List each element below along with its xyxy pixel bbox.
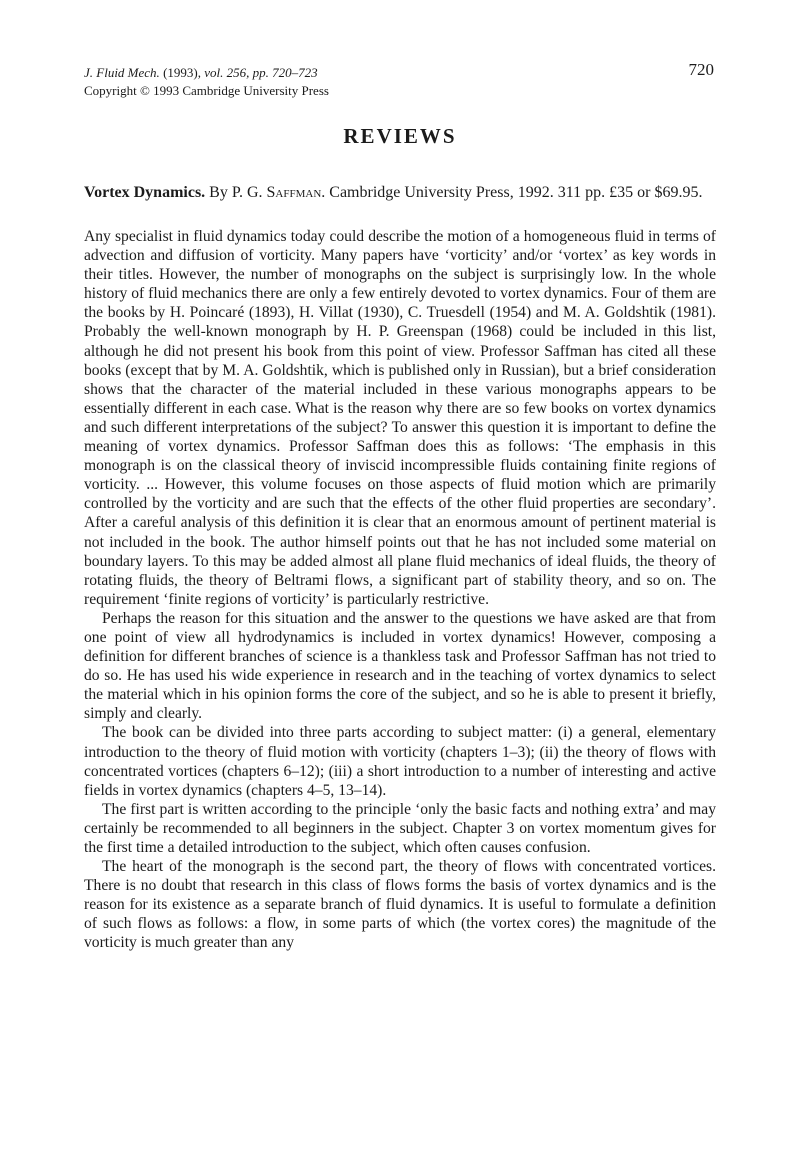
section-title: REVIEWS [343,124,457,148]
paragraph: The heart of the monograph is the second part, the theory of flows with concentrated vortices. There is no doubt that research in this class of flows forms the basis of vortex dynamics and is the reason for its existence as a separate branch of fluid dynamics. It is useful to formulate a definition of such flows as follows: a flow, in some parts of which (the vortex cores) the magnitude of the vorticity is much greater than any [84,858,716,952]
review-by: By P. G. [209,184,263,201]
journal-volume: vol. 256, [204,65,250,80]
publisher-info: Cambridge University Press, 1992. 311 pp. £35 or $69.95. [329,184,703,201]
paragraph: Perhaps the reason for this situation and the answer to the questions we have asked are that from one point of view all hydrodynamics is included in vortex dynamics! However, composing a definition for different branches of science is a thankless task and Professor Saffman has not tried to do so. He has used his wide experience in research and in the teaching of vortex dynamics to select the material which in his opinion forms the core of the subject, and so he is able to present it briefly, simply and clearly. [84,609,716,723]
review-heading [84,183,750,203]
book-author: Saffman. [266,184,326,201]
journal-year: (1993), [163,65,201,80]
review-body [84,227,716,953]
journal-name: J. Fluid Mech. [84,65,160,80]
book-title: Vortex Dynamics. [84,184,206,201]
journal-citation [84,64,329,82]
paragraph: The book can be divided into three parts according to subject matter: (i) a general, elementary introduction to the theory of fluid motion with vorticity (chapters 1–3); (ii) the theory of flows with concentrated vortices (chapters 6–12); (iii) a short introduction to a number of interesting and active fields in vortex dynamics (chapters 4–5, 13–14). [84,724,716,799]
paragraph: The first part is written according to the principle ‘only the basic facts and nothing extra’ and may certainly be recommended to all beginners in the subject. Chapter 3 on vortex momentum gives for the first time a detailed introduction to the subject, which often causes confusion. [84,800,716,856]
paragraph: Any specialist in fluid dynamics today could describe the motion of a homogeneous fluid in terms of advection and diffusion of vorticity. Many papers have ‘vorticity’ and/or ‘vortex’ as key words in their titles. However, the number of monographs on the subject is surprisingly low. In the whole history of fluid mechanics there are only a few entirely devoted to vortex dynamics. Four of them are the books by H. Poincaré (1893), H. Villat (1930), C. Truesdell (1954) and M. A. Goldshtik (1981). Probably the well-known monograph by H. P. Greenspan (1968) could be included in this list, although he did not present his book from this point of view. Professor Saffman has cited all these books (except that by M. A. Goldshtik, which is published only in Russian), but a brief consideration shows that the character of the material included in these various monographs appears to be essentially different in each case. What is the reason why there are so few books on vortex dynamics and such different interpretations of the subject? To answer this question it is important to define the meaning of vortex dynamics. Professor Saffman does this as follows: ‘The emphasis in this monograph is on the classical theory of inviscid incompressible fluids containing finite regions of vorticity. ... However, this volume focuses on those aspects of fluid motion which are primarily controlled by the vorticity and are such that the effects of the other fluid properties are secondary’. After a careful analysis of this definition it is clear that an enormous amount of pertinent material is not included in the book. The author himself points out that he has not included some material on boundary layers. To this may be added almost all plane fluid mechanics of ideal fluids, the theory of rotating fluids, the theory of Beltrami flows, a significant part of stability theory, and so on. The requirement ‘finite regions of vorticity’ is particularly restrictive. [84,228,716,608]
page-number: 720 [688,60,714,79]
journal-header [84,64,329,100]
journal-pages: pp. 720–723 [252,65,318,80]
copyright-line: Copyright © 1993 Cambridge University Press [84,83,329,98]
